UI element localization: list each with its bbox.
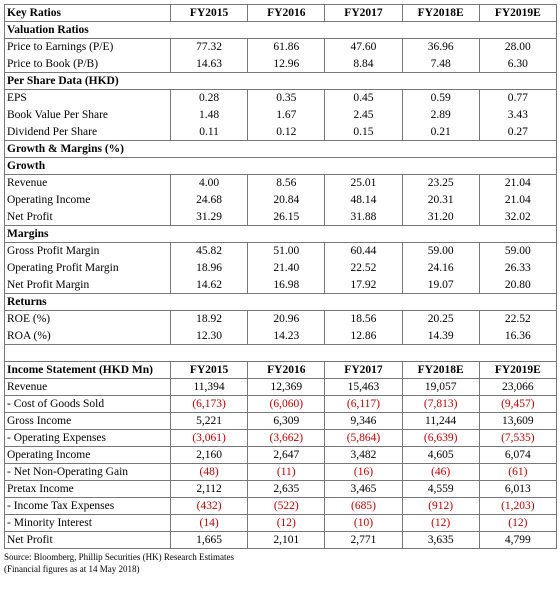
cell-value: 6,309 [248, 413, 325, 430]
cell-value: 0.35 [248, 90, 325, 107]
cell-value: 20.96 [248, 311, 325, 328]
cell-value: 23.25 [402, 175, 479, 192]
cell-value: (7,535) [479, 430, 556, 447]
table-row [5, 175, 557, 192]
cell-value: 14.39 [402, 328, 479, 345]
row-label: - Cost of Goods Sold [5, 396, 171, 413]
row-label: Gross Income [5, 413, 171, 430]
cell-value: 21.04 [479, 175, 556, 192]
cell-value: 59.00 [479, 243, 556, 260]
cell-value: 4.00 [171, 175, 248, 192]
cell-value: 20.80 [479, 277, 556, 294]
cell-value: 4,605 [402, 447, 479, 464]
cell-value: 6,013 [479, 481, 556, 498]
cell-value: 0.45 [325, 90, 402, 107]
year-header-fy2019e: FY2019E [479, 5, 556, 22]
cell-value: 20.84 [248, 192, 325, 209]
cell-value: 16.36 [479, 328, 556, 345]
cell-value: 2,635 [248, 481, 325, 498]
income-title: Income Statement (HKD Mn) [5, 362, 171, 379]
cell-value: 18.92 [171, 311, 248, 328]
table-row [5, 447, 557, 464]
row-label: - Income Tax Expenses [5, 498, 171, 515]
cell-value: (12) [402, 515, 479, 532]
cell-value: (3,662) [248, 430, 325, 447]
cell-value: 18.96 [171, 260, 248, 277]
cell-value: 12.96 [248, 56, 325, 73]
financial-summary [4, 4, 556, 575]
cell-value: 3,465 [325, 481, 402, 498]
table-row [5, 209, 557, 226]
cell-value: 20.31 [402, 192, 479, 209]
cell-value: 19.07 [402, 277, 479, 294]
cell-value: 23,066 [479, 379, 556, 396]
section-header-margins [5, 226, 557, 243]
cell-value: 77.32 [171, 39, 248, 56]
cell-value: 14.63 [171, 56, 248, 73]
cell-value: (48) [171, 464, 248, 481]
table-row [5, 124, 557, 141]
table-row [5, 107, 557, 124]
table-row [5, 311, 557, 328]
row-label: Revenue [5, 175, 171, 192]
cell-value: (6,639) [402, 430, 479, 447]
cell-value: 0.21 [402, 124, 479, 141]
footnotes [4, 551, 556, 575]
cell-value: 0.11 [171, 124, 248, 141]
source-note: Source: Bloomberg, Phillip Securities (HK) Research Estimates [4, 552, 235, 562]
cell-value: 3,635 [402, 532, 479, 549]
cell-value: 45.82 [171, 243, 248, 260]
financial-table [4, 4, 557, 549]
cell-value: 9,346 [325, 413, 402, 430]
cell-value: 3.43 [479, 107, 556, 124]
cell-value: 1,665 [171, 532, 248, 549]
cell-value: 6.30 [479, 56, 556, 73]
cell-value: 6,074 [479, 447, 556, 464]
cell-value: 0.27 [479, 124, 556, 141]
cell-value: 32.02 [479, 209, 556, 226]
table-row [5, 515, 557, 532]
cell-value: 8.56 [248, 175, 325, 192]
cell-value: (14) [171, 515, 248, 532]
cell-value: (16) [325, 464, 402, 481]
cell-value: 12,369 [248, 379, 325, 396]
row-label: EPS [5, 90, 171, 107]
year-header-fy2017: FY2017 [325, 5, 402, 22]
cell-value: (1,203) [479, 498, 556, 515]
table-row [5, 379, 557, 396]
cell-value: (522) [248, 498, 325, 515]
cell-value: 24.68 [171, 192, 248, 209]
year-header-fy2016: FY2016 [248, 5, 325, 22]
table-row [5, 243, 557, 260]
row-label: - Net Non-Operating Gain [5, 464, 171, 481]
row-label: ROE (%) [5, 311, 171, 328]
cell-value: 47.60 [325, 39, 402, 56]
cell-value: (685) [325, 498, 402, 515]
cell-value: 2,771 [325, 532, 402, 549]
table-spacer [5, 345, 557, 362]
income-header-row [5, 362, 557, 379]
cell-value: (11) [248, 464, 325, 481]
financial-table-body [5, 5, 557, 549]
cell-value: (12) [248, 515, 325, 532]
cell-value: 31.88 [325, 209, 402, 226]
cell-value: (5,864) [325, 430, 402, 447]
table-row [5, 498, 557, 515]
cell-value: 60.44 [325, 243, 402, 260]
year-header-fy2016: FY2016 [248, 362, 325, 379]
year-header-fy2019e: FY2019E [479, 362, 556, 379]
cell-value: 19,057 [402, 379, 479, 396]
cell-value: 20.25 [402, 311, 479, 328]
table-row [5, 396, 557, 413]
row-label: Pretax Income [5, 481, 171, 498]
row-label: ROA (%) [5, 328, 171, 345]
cell-value: 14.23 [248, 328, 325, 345]
table-row [5, 413, 557, 430]
cell-value: 0.28 [171, 90, 248, 107]
row-label: Revenue [5, 379, 171, 396]
cell-value: (9,457) [479, 396, 556, 413]
cell-value: 25.01 [325, 175, 402, 192]
cell-value: 21.40 [248, 260, 325, 277]
ratios-header-row [5, 5, 557, 22]
cell-value: 0.15 [325, 124, 402, 141]
table-row [5, 328, 557, 345]
table-row [5, 56, 557, 73]
cell-value: 5,221 [171, 413, 248, 430]
spacer-cell [5, 345, 557, 362]
year-header-fy2017: FY2017 [325, 362, 402, 379]
cell-value: 8.84 [325, 56, 402, 73]
cell-value: 0.12 [248, 124, 325, 141]
cell-value: 28.00 [479, 39, 556, 56]
cell-value: 31.29 [171, 209, 248, 226]
row-label: Price to Earnings (P/E) [5, 39, 171, 56]
table-row [5, 481, 557, 498]
cell-value: 26.15 [248, 209, 325, 226]
table-row [5, 532, 557, 549]
row-label: Book Value Per Share [5, 107, 171, 124]
cell-value: 3,482 [325, 447, 402, 464]
cell-value: 2.89 [402, 107, 479, 124]
cell-value: 17.92 [325, 277, 402, 294]
row-label: Net Profit [5, 532, 171, 549]
cell-value: (10) [325, 515, 402, 532]
table-row [5, 464, 557, 481]
cell-value: 2,112 [171, 481, 248, 498]
cell-value: 4,799 [479, 532, 556, 549]
section-label: Growth [5, 158, 557, 175]
cell-value: 15,463 [325, 379, 402, 396]
section-label: Returns [5, 294, 557, 311]
cell-value: 24.16 [402, 260, 479, 277]
cell-value: 21.04 [479, 192, 556, 209]
cell-value: (6,060) [248, 396, 325, 413]
table-row [5, 430, 557, 447]
section-header-valuation-ratios [5, 22, 557, 39]
cell-value: (46) [402, 464, 479, 481]
cell-value: (912) [402, 498, 479, 515]
section-header-growth [5, 158, 557, 175]
section-label: Valuation Ratios [5, 22, 557, 39]
year-header-fy2018e: FY2018E [402, 362, 479, 379]
table-row [5, 277, 557, 294]
cell-value: 48.14 [325, 192, 402, 209]
cell-value: 12.30 [171, 328, 248, 345]
section-header-per-share-data-hkd [5, 73, 557, 90]
cell-value: 36.96 [402, 39, 479, 56]
row-label: Net Profit Margin [5, 277, 171, 294]
year-header-fy2015: FY2015 [171, 362, 248, 379]
cell-value: 2,160 [171, 447, 248, 464]
cell-value: 7.48 [402, 56, 479, 73]
cell-value: 2,647 [248, 447, 325, 464]
cell-value: 0.59 [402, 90, 479, 107]
row-label: Price to Book (P/B) [5, 56, 171, 73]
row-label: Gross Profit Margin [5, 243, 171, 260]
cell-value: 0.77 [479, 90, 556, 107]
cell-value: 26.33 [479, 260, 556, 277]
row-label: Operating Income [5, 447, 171, 464]
cell-value: 22.52 [325, 260, 402, 277]
cell-value: 61.86 [248, 39, 325, 56]
cell-value: 2.45 [325, 107, 402, 124]
cell-value: 11,394 [171, 379, 248, 396]
as-of-note: (Financial figures as at 14 May 2018) [4, 564, 140, 574]
row-label: - Operating Expenses [5, 430, 171, 447]
cell-value: 59.00 [402, 243, 479, 260]
cell-value: (6,173) [171, 396, 248, 413]
cell-value: 51.00 [248, 243, 325, 260]
row-label: Operating Income [5, 192, 171, 209]
section-label: Growth & Margins (%) [5, 141, 557, 158]
cell-value: 16.98 [248, 277, 325, 294]
table-row [5, 90, 557, 107]
table-row [5, 39, 557, 56]
cell-value: (3,061) [171, 430, 248, 447]
cell-value: 4,559 [402, 481, 479, 498]
cell-value: (432) [171, 498, 248, 515]
cell-value: 12.86 [325, 328, 402, 345]
section-label: Per Share Data (HKD) [5, 73, 557, 90]
row-label: - Minority Interest [5, 515, 171, 532]
section-header-growth-margins [5, 141, 557, 158]
cell-value: 1.48 [171, 107, 248, 124]
year-header-fy2015: FY2015 [171, 5, 248, 22]
cell-value: (61) [479, 464, 556, 481]
table-row [5, 192, 557, 209]
year-header-fy2018e: FY2018E [402, 5, 479, 22]
cell-value: 13,609 [479, 413, 556, 430]
cell-value: (7,813) [402, 396, 479, 413]
table-row [5, 260, 557, 277]
row-label: Net Profit [5, 209, 171, 226]
cell-value: 2,101 [248, 532, 325, 549]
cell-value: 31.20 [402, 209, 479, 226]
row-label: Dividend Per Share [5, 124, 171, 141]
cell-value: 18.56 [325, 311, 402, 328]
row-label: Operating Profit Margin [5, 260, 171, 277]
section-label: Margins [5, 226, 557, 243]
cell-value: 22.52 [479, 311, 556, 328]
cell-value: 1.67 [248, 107, 325, 124]
cell-value: 14.62 [171, 277, 248, 294]
cell-value: 11,244 [402, 413, 479, 430]
ratios-title: Key Ratios [5, 5, 171, 22]
section-header-returns [5, 294, 557, 311]
cell-value: (6,117) [325, 396, 402, 413]
cell-value: (12) [479, 515, 556, 532]
